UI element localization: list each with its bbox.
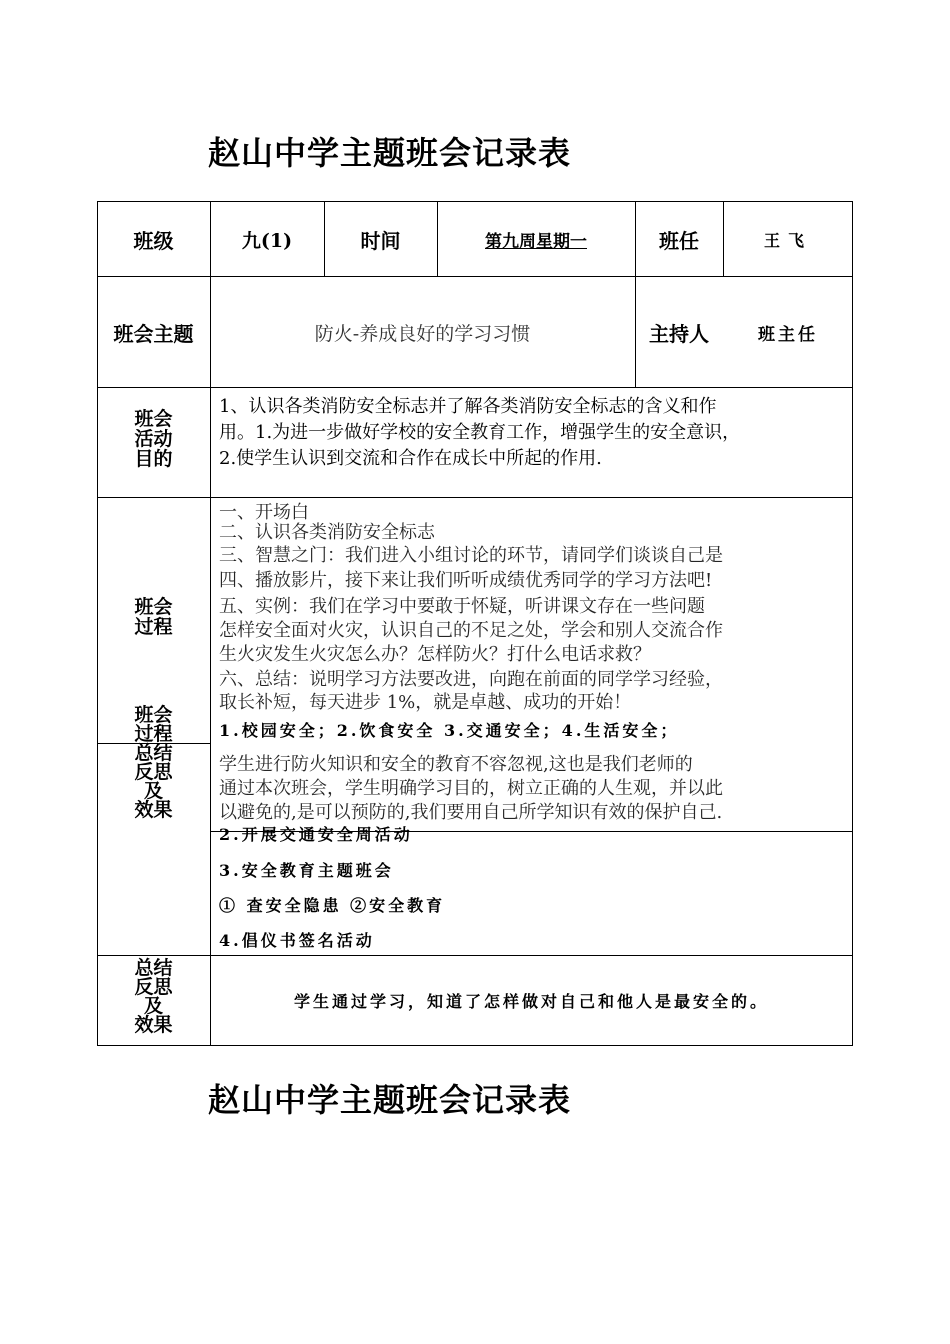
record-table [97, 201, 853, 1046]
process-summary-label: 班会 过程 总结 反思 及 效果 [134, 704, 173, 821]
class-value: 九(1) [241, 229, 293, 252]
purpose-line-3: 2.使学生认识到交流和合作在成长中所起的作用. [219, 448, 602, 469]
summary-line-3: 以避免的,是可以预防的,我们要用自己所学知识有效的保护自己. [219, 802, 723, 823]
process-line-2: 二、认识各类消防安全标志 [219, 522, 435, 543]
process-line-3: 三、智慧之门：我们进入小组讨论的环节，请同学们谈谈自己是 [219, 545, 723, 566]
activity-item-1: 2.开展交通安全周活动 [219, 825, 413, 844]
summary-value: 学生通过学习，知道了怎样做对自己和他人是最安全的。 [293, 992, 769, 1011]
process-line-4: 四、播放影片，接下来让我们听听成绩优秀同学的学习方法吧! [219, 570, 713, 591]
purpose-label: 班会 活动 目的 [134, 408, 173, 470]
process-line-1: 一、开场白 [219, 502, 309, 523]
process-line-6: 怎样安全面对火灾，认识自己的不足之处，学会和别人交流合作 [219, 620, 723, 641]
process-line-5: 五、实例：我们在学习中要敢于怀疑，听讲课文存在一些问题 [219, 596, 705, 617]
process-line-9: 取长补短，每天进步 1%，就是卓越、成功的开始！ [219, 692, 632, 713]
host-label: 主持人 [649, 321, 709, 346]
page-title-repeat: 赵山中学主题班会记录表 [208, 1081, 572, 1119]
activity-item-3: ① 查安全隐患 ②安全教育 [219, 896, 446, 915]
time-label: 时间 [360, 228, 401, 253]
topic-value: 防火-养成良好的学习习惯 [314, 322, 531, 345]
process-line-8: 六、总结：说明学习方法要改进，向跑在前面的同学学习经验， [219, 669, 723, 690]
class-label: 班级 [133, 228, 174, 253]
teacher-label: 班任 [659, 228, 699, 253]
summary-label: 总结 反思 及 效果 [134, 957, 173, 1036]
process-line-7: 生火灾发生火灾怎么办？怎样防火？打什么电话求救？ [219, 644, 651, 665]
activity-item-2: 3.安全教育主题班会 [219, 861, 394, 880]
summary-line-2: 通过本次班会，学生明确学习目的，树立正确的人生观，并以此 [219, 778, 723, 799]
page-title: 赵山中学主题班会记录表 [208, 134, 572, 172]
safety-list: 1.校园安全；2.饮食安全 3.交通安全；4.生活安全； [219, 721, 680, 740]
teacher-value: 王飞 [763, 230, 812, 250]
activity-item-4: 4.倡仪书签名活动 [219, 931, 375, 950]
host-value: 班主任 [758, 324, 818, 345]
process-label: 班会 过程 [134, 596, 173, 638]
time-value: 第九周星期一 [485, 231, 587, 252]
purpose-line-1: 1、认识各类消防安全标志并了解各类消防安全标志的含义和作 [219, 396, 717, 417]
topic-label: 班会主题 [113, 321, 194, 346]
summary-line-1: 学生进行防火知识和安全的教育不容忽视,这也是我们老师的 [219, 754, 693, 775]
purpose-line-2: 用。1.为进一步做好学校的安全教育工作，增强学生的安全意识， [219, 422, 741, 443]
